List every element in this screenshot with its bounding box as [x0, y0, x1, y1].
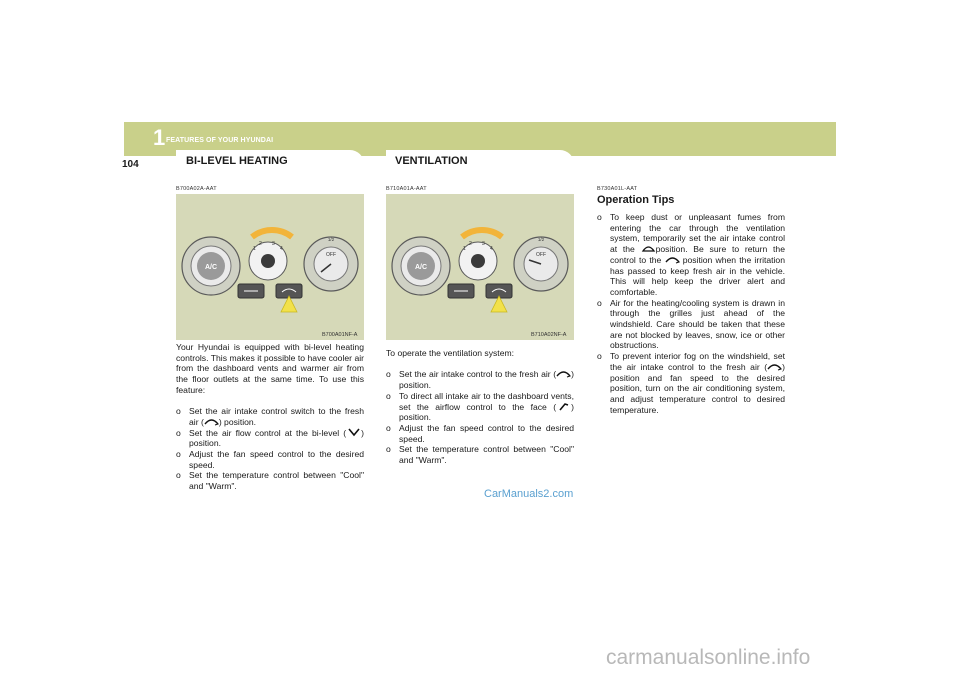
fresh-air-icon [767, 362, 782, 371]
list-item: o Adjust the fan speed control to the desired speed. [176, 449, 364, 470]
chapter-title: FEATURES OF YOUR HYUNDAI [166, 137, 274, 144]
list-item: o Set the temperature control between "Cool" and "Warm". [386, 444, 574, 465]
svg-text:3: 3 [272, 241, 275, 247]
fan-arc [462, 230, 502, 237]
bilevel-intro: Your Hyundai is equipped with bi-level heating controls. This makes it possible to have cooler air from the dashboard vents and warmer air from the floor outlets at the same time. To use this feature: [176, 342, 364, 395]
svg-text:1/2: 1/2 [327, 237, 335, 242]
figure-caption-ventilation: B710A02NF-A [531, 332, 567, 338]
svg-text:1: 1 [253, 246, 256, 252]
face-vent-icon [556, 402, 571, 411]
list-item: o Set the air intake control to the fresh air ( ) position. [386, 369, 574, 390]
tips-list [597, 212, 785, 415]
list-item: o To prevent interior fog on the windshield, set the air intake control to the fresh air ( ) position and fan speed to the desired position, turn on the air conditioning system, and adjust temperature control to desired temperature. [597, 351, 785, 415]
list-item: o To direct all intake air to the dashboard vents, set the airflow control to the face ( ) position. [386, 391, 574, 423]
bilevel-body [176, 342, 364, 492]
list-item: o Set the air intake control switch to the fresh air ( ) position. [176, 406, 364, 427]
ref-code-ventilation: B710A01A-AAT [386, 186, 427, 192]
section-title-ventilation: VENTILATION [395, 155, 468, 167]
ventilation-intro: To operate the ventilation system: [386, 348, 515, 358]
list-item: o Set the air flow control at the bi-level ( ) position. [176, 428, 364, 449]
page-number: 104 [122, 159, 139, 170]
figure-caption-bilevel: B700A01NF-A [322, 332, 358, 338]
footer-watermark: carmanualsonline.info [606, 646, 811, 669]
ventilation-body [386, 348, 574, 466]
off-label: OFF [536, 252, 546, 258]
section-title-bilevel: BI-LEVEL HEATING [186, 155, 288, 167]
ref-code-bilevel: B700A02A-AAT [176, 186, 217, 192]
figure-ventilation [386, 194, 574, 340]
svg-text:1/2: 1/2 [537, 237, 545, 242]
list-item: o Set the temperature control between "Cool" and "Warm". [176, 470, 364, 491]
tips-title: Operation Tips [597, 194, 675, 206]
ventilation-steps [386, 369, 574, 465]
tips-body [597, 212, 785, 415]
watermark-link[interactable]: CarManuals2.com [484, 488, 574, 500]
svg-text:2: 2 [259, 241, 262, 247]
fresh-air-icon [556, 369, 571, 378]
climate-control-panel-bilevel [176, 194, 364, 340]
off-label: OFF [326, 252, 336, 258]
svg-text:4: 4 [280, 246, 283, 252]
chapter-number: 1 [153, 125, 166, 150]
bi-level-icon [346, 428, 361, 437]
climate-control-panel-ventilation [386, 194, 574, 340]
fresh-air-icon [665, 255, 680, 264]
list-item: o To keep dust or unpleasant fumes from entering the car through the ventilation system, temporarily set the air intake control at the position. Be sure to return the control to the position when the irritation has passed to keep fresh air in the vehicle. This will help keep the driver alert and comfortable. [597, 212, 785, 298]
svg-text:3: 3 [482, 241, 485, 247]
recirculate-icon [641, 244, 656, 253]
fresh-air-icon [204, 417, 219, 426]
list-item: o Air for the heating/cooling system is drawn in through the grilles just ahead of the windshield. Care should be taken that these are not blocked by leaves, snow, ice or other obstructions. [597, 298, 785, 352]
list-item: o Adjust the fan speed control to the desired speed. [386, 423, 574, 444]
svg-text:1: 1 [463, 246, 466, 252]
svg-text:2: 2 [469, 241, 472, 247]
svg-text:4: 4 [490, 246, 493, 252]
ac-label: A/C [414, 264, 428, 271]
figure-bilevel [176, 194, 364, 340]
ac-label: A/C [204, 264, 218, 271]
ref-code-tips: B730A01L-AAT [597, 186, 638, 192]
fan-arc [252, 230, 292, 237]
bilevel-steps [176, 406, 364, 492]
